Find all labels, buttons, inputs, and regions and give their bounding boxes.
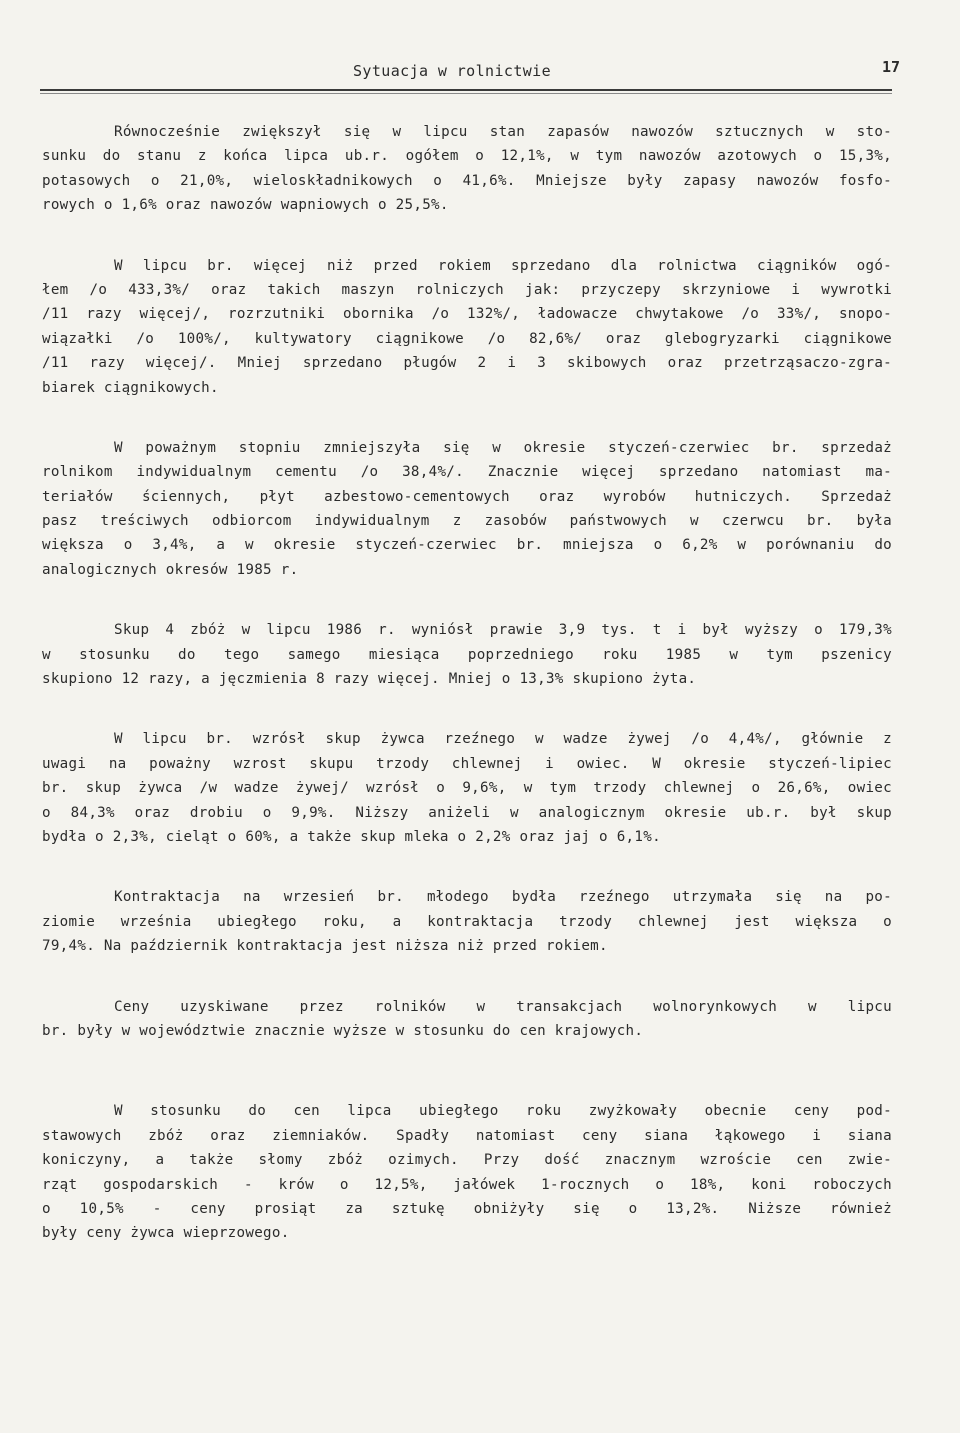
text-line: analogicznych okresów 1985 r.	[42, 561, 299, 578]
text-line: ziomie września ubiegłego roku, a kontraktacja trzody chlewnej jest większa o	[42, 913, 892, 930]
body-text	[42, 120, 892, 1246]
page-number: 17	[881, 58, 900, 76]
text-line: stawowych zbóż oraz ziemniaków. Spadły natomiast ceny siana łąkowego i siana	[42, 1127, 892, 1144]
paragraph-building-materials	[42, 436, 892, 582]
text-line: Ceny uzyskiwane przez rolników w transakcjach wolnorynkowych w lipcu	[114, 998, 892, 1015]
paragraph-market-prices	[42, 995, 892, 1044]
text-line: wiązałki /o 100%/, kultywatory ciągnikowe /o 82,6%/ oraz glebogryzarki ciągnikowe	[42, 330, 892, 347]
page-header	[40, 58, 900, 84]
text-line: W poważnym stopniu zmniejszyła się w okresie styczeń-czerwiec br. sprzedaż	[114, 439, 892, 456]
text-line: Skup 4 zbóż w lipcu 1986 r. wyniósł prawie 3,9 tys. t i był wyższy o 179,3%	[114, 622, 892, 639]
text-line: sunku do stanu z końca lipca ub.r. ogółem o 12,1%, w tym nawozów azotowych o 15,3%,	[42, 148, 892, 165]
text-line: /11 razy więcej/. Mniej sprzedano pługów 2 i 3 skibowych oraz przetrząsaczo-zgra-	[42, 355, 892, 372]
text-line: bydła o 2,3%, cieląt o 60%, a także skup mleka o 2,2% oraz jaj o 6,1%.	[42, 828, 661, 845]
text-line: W lipcu br. więcej niż przed rokiem sprzedano dla rolnictwa ciągników ogó-	[114, 257, 892, 274]
text-line: o 84,3% oraz drobiu o 9,9%. Niższy aniżeli w analogicznym okresie ub.r. był skup	[42, 804, 892, 821]
text-line: o 10,5% - ceny prosiąt za sztukę obniżyły się o 13,2%. Niższe również	[42, 1200, 892, 1217]
text-line: Równocześnie zwiększył się w lipcu stan zapasów nawozów sztucznych w sto-	[114, 124, 892, 140]
paragraph-grain-purchase	[42, 618, 892, 691]
text-line: W lipcu br. wzrósł skup żywca rzeźnego w wadze żywej /o 4,4%/, głównie z	[114, 731, 892, 748]
text-line: rolnikom indywidualnym cementu /o 38,4%/. Znacznie więcej sprzedano natomiast ma-	[42, 464, 892, 481]
paragraph-machinery-sales	[42, 254, 892, 400]
text-line: br. skup żywca /w wadze żywej/ wzrósł o 9,6%, w tym trzody chlewnej o 26,6%, owiec	[42, 780, 892, 797]
text-line: łem /o 433,3%/ oraz takich maszyn rolniczych jak: przyczepy skrzyniowe i wywrotki	[42, 281, 892, 298]
text-line: uwagi na poważny wzrost skupu trzody chlewnej i owiec. W okresie styczeń-lipiec	[42, 755, 892, 772]
paragraph-price-changes	[42, 1099, 892, 1245]
paragraph-fertilizer-stocks	[42, 120, 892, 218]
running-title: Sytuacja w rolnictwie	[353, 62, 552, 80]
text-line: 79,4%. Na październik kontraktacja jest niższa niż przed rokiem.	[42, 938, 608, 955]
text-line: rząt gospodarskich - krów o 12,5%, jałówek 1-rocznych o 18%, koni roboczych	[42, 1176, 892, 1193]
paragraph-contracting	[42, 885, 892, 958]
text-line: W stosunku do cen lipca ubiegłego roku zwyżkowały obecnie ceny pod-	[114, 1103, 892, 1120]
paragraph-livestock-purchase	[42, 727, 892, 849]
text-line: potasowych o 21,0%, wieloskładnikowych o 41,6%. Mniejsze były zapasy nawozów fosfo-	[42, 172, 892, 189]
header-rule-thin	[40, 93, 892, 94]
text-line: Kontraktacja na wrzesień br. młodego bydła rzeźnego utrzymała się na po-	[114, 889, 892, 906]
text-line: biarek ciągnikowych.	[42, 379, 219, 396]
text-line: były ceny żywca wieprzowego.	[42, 1225, 290, 1242]
text-line: rowych o 1,6% oraz nawozów wapniowych o 25,5%.	[42, 197, 449, 214]
text-line: skupiono 12 razy, a jęczmienia 8 razy więcej. Mniej o 13,3% skupiono żyta.	[42, 671, 697, 688]
header-rule	[40, 89, 892, 91]
text-line: br. były w województwie znacznie wyższe w stosunku do cen krajowych.	[42, 1022, 644, 1039]
text-line: pasz treściwych odbiorcom indywidualnym z zasobów państwowych w czerwcu br. była	[42, 513, 892, 530]
text-line: w stosunku do tego samego miesiąca poprzedniego roku 1985 w tym pszenicy	[42, 646, 892, 663]
text-line: teriałów ściennych, płyt azbestowo-cementowych oraz wyrobów hutniczych. Sprzedaż	[42, 488, 892, 505]
text-line: koniczyny, a także słomy zbóż ozimych. Przy dość znacznym wzroście cen zwie-	[42, 1152, 892, 1169]
text-line: większa o 3,4%, a w okresie styczeń-czerwiec br. mniejsza o 6,2% w porównaniu do	[42, 537, 892, 554]
text-line: /11 razy więcej/, rozrzutniki obornika /o 132%/, ładowacze chwytakowe /o 33%/, snopo-	[42, 306, 892, 323]
